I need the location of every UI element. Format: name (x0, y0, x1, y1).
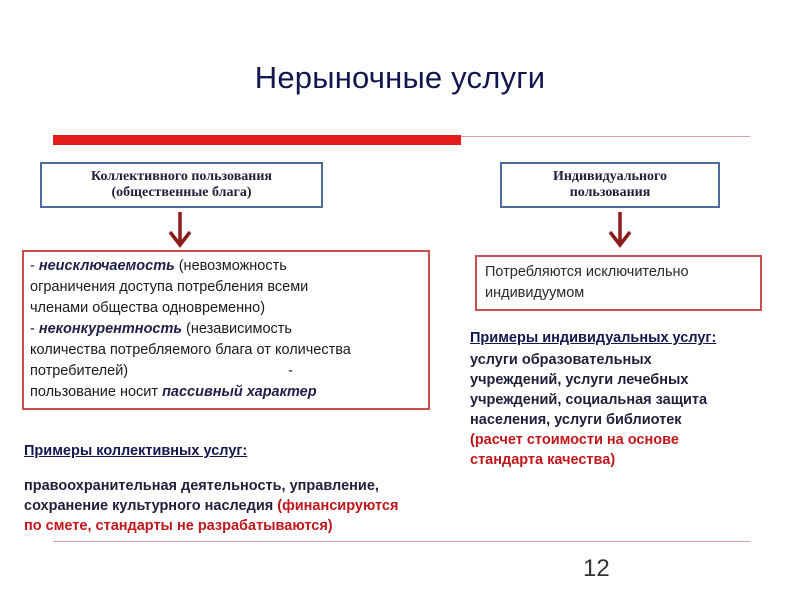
collective-category-box (40, 162, 323, 208)
slide-title: Нерыночные услуги (254, 60, 546, 95)
individual-property-box (475, 255, 762, 311)
property-line: ограничения доступа потребления всеми (30, 279, 309, 295)
page-number: 12 (583, 555, 610, 582)
individual-examples-body (470, 350, 770, 470)
property-line: - неисключаемость (невозможность (30, 258, 287, 274)
arrow-down-icon (608, 212, 632, 248)
example-line: населения, услуги библиотек (470, 412, 682, 428)
individual-box-line2: индивидуумом (485, 285, 585, 301)
example-line: учреждений, услуги лечебных (470, 372, 689, 388)
title-divider-line (461, 136, 750, 137)
collective-header-line1: Коллективного пользования (91, 169, 272, 184)
example-note-line: по смете, стандарты не разрабатываются) (24, 518, 333, 534)
individual-category-box (500, 162, 720, 208)
collective-examples-title: Примеры коллективных услуг: (24, 443, 248, 459)
individual-header-line1: Индивидуального (552, 169, 668, 184)
individual-box-line1: Потребляются исключительно (485, 264, 689, 280)
arrow-down-icon (168, 212, 192, 248)
example-line: правоохранительная деятельность, управление, (24, 478, 379, 494)
individual-examples-title: Примеры индивидуальных услуг: (470, 330, 717, 346)
property-line: пользование носит пассивный характер (30, 384, 317, 400)
collective-examples-body (24, 476, 494, 536)
example-line: услуги образовательных (470, 352, 652, 368)
collective-properties-box (22, 250, 430, 410)
example-note-line: стандарта качества) (470, 452, 616, 468)
property-line: потребителей) - (30, 363, 293, 379)
example-line: учреждений, социальная защита (470, 392, 708, 408)
example-line: сохранение культурного наследия (финансируются (24, 498, 399, 514)
collective-header-line2: (общественные блага) (111, 185, 252, 200)
footer-divider-line (53, 541, 750, 542)
individual-header-line2: пользования (569, 185, 651, 200)
example-note-line: (расчет стоимости на основе (470, 432, 679, 448)
property-line: членами общества одновременно) (30, 300, 266, 316)
property-line: количества потребляемого блага от количества (30, 342, 351, 358)
property-line: - неконкурентность (независимость (30, 321, 292, 337)
title-accent-bar (53, 135, 461, 145)
